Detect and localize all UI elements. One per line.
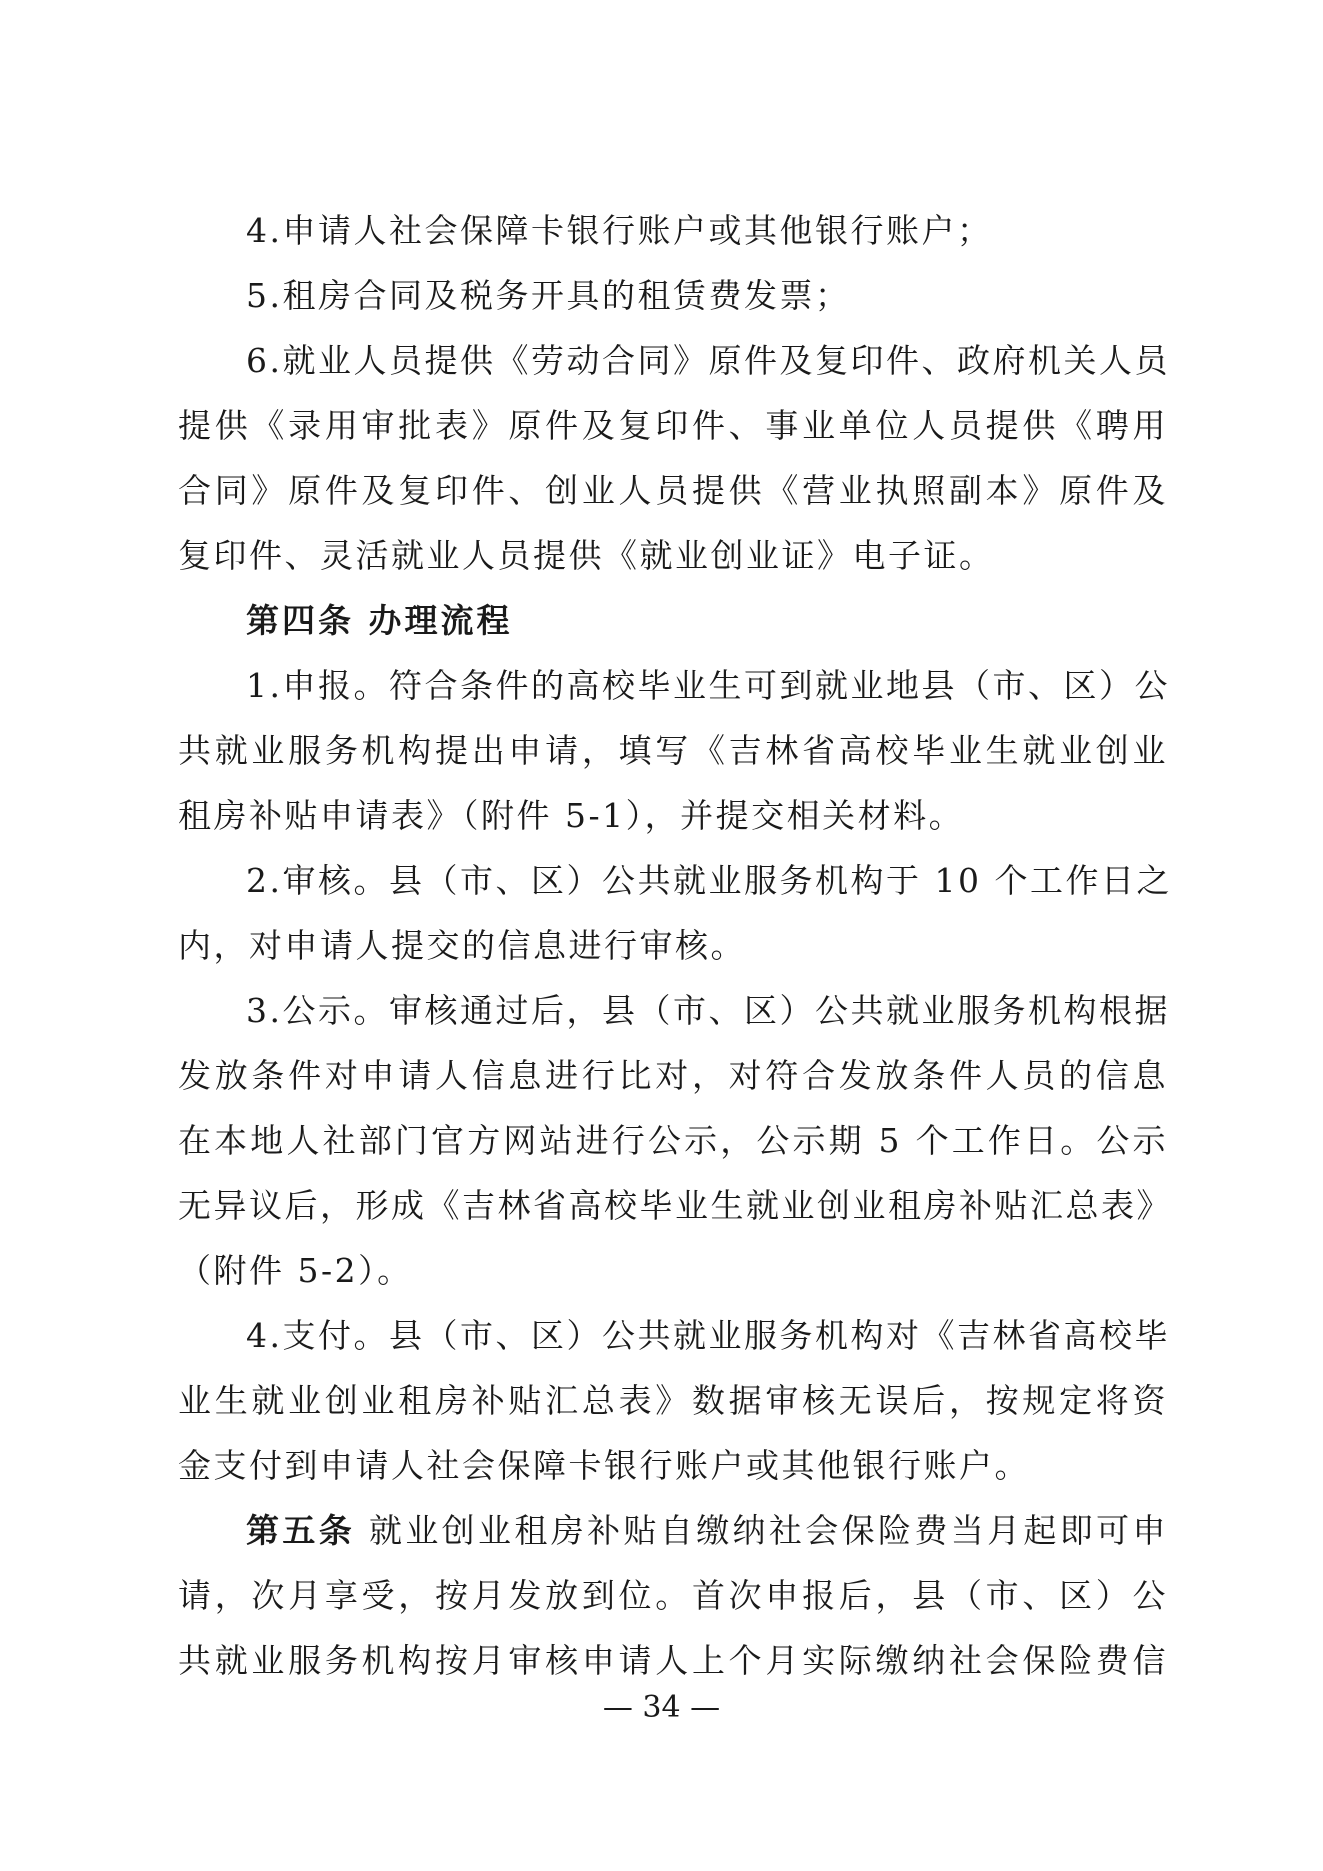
- text-line: 无异议后，形成《吉林省高校毕业生就业创业租房补贴汇总表》: [178, 1186, 1172, 1225]
- text-line: 在本地人社部门官方网站进行公示，公示期 5 个工作日。公示: [178, 1121, 1168, 1160]
- text-line: 复印件、灵活就业人员提供《就业创业证》电子证。: [178, 536, 995, 575]
- document-body: [178, 198, 1172, 1693]
- text-line: 2.审核。县（市、区）公共就业服务机构于 10 个工作日之: [246, 861, 1172, 900]
- text-line: 内，对申请人提交的信息进行审核。: [178, 926, 746, 965]
- page-number: — 34 —: [602, 1690, 721, 1725]
- text-line: 租房补贴申请表》（附件 5-1），并提交相关材料。: [178, 796, 965, 835]
- text-line: 请，次月享受，按月发放到位。首次申报后，县（市、区）公: [178, 1576, 1168, 1615]
- text-line: 共就业服务机构按月审核申请人上个月实际缴纳社会保险费信: [178, 1641, 1168, 1680]
- text-line: 发放条件对申请人信息进行比对，对符合发放条件人员的信息: [178, 1056, 1168, 1095]
- text-line: 3.公示。审核通过后，县（市、区）公共就业服务机构根据: [246, 991, 1170, 1030]
- text-line: 合同》原件及复印件、创业人员提供《营业执照副本》原件及: [178, 471, 1168, 510]
- text-line: （附件 5-2）。: [178, 1251, 413, 1290]
- text-line: [178, 1498, 1168, 1563]
- text-line: 5.租房合同及税务开具的租赁费发票；: [246, 276, 851, 315]
- text-line: 1.申报。符合条件的高校毕业生可到就业地县（市、区）公: [246, 666, 1170, 705]
- text-line-content: 就业创业租房补贴自缴纳社会保险费当月起即可申: [368, 1511, 1169, 1550]
- text-line: 提供《录用审批表》原件及复印件、事业单位人员提供《聘用: [178, 406, 1168, 445]
- text-line: 6.就业人员提供《劳动合同》原件及复印件、政府机关人员: [246, 341, 1170, 380]
- text-line: 业生就业创业租房补贴汇总表》数据审核无误后，按规定将资: [178, 1381, 1168, 1420]
- article-label: 第五条: [246, 1511, 356, 1550]
- text-line: 4.申请人社会保障卡银行账户或其他银行账户；: [246, 211, 993, 250]
- section-heading: 第四条 办理流程: [246, 601, 513, 640]
- text-line: 金支付到申请人社会保障卡银行账户或其他银行账户。: [178, 1446, 1030, 1485]
- text-line: 共就业服务机构提出申请，填写《吉林省高校毕业生就业创业: [178, 731, 1168, 770]
- text-line: 4.支付。县（市、区）公共就业服务机构对《吉林省高校毕: [246, 1316, 1170, 1355]
